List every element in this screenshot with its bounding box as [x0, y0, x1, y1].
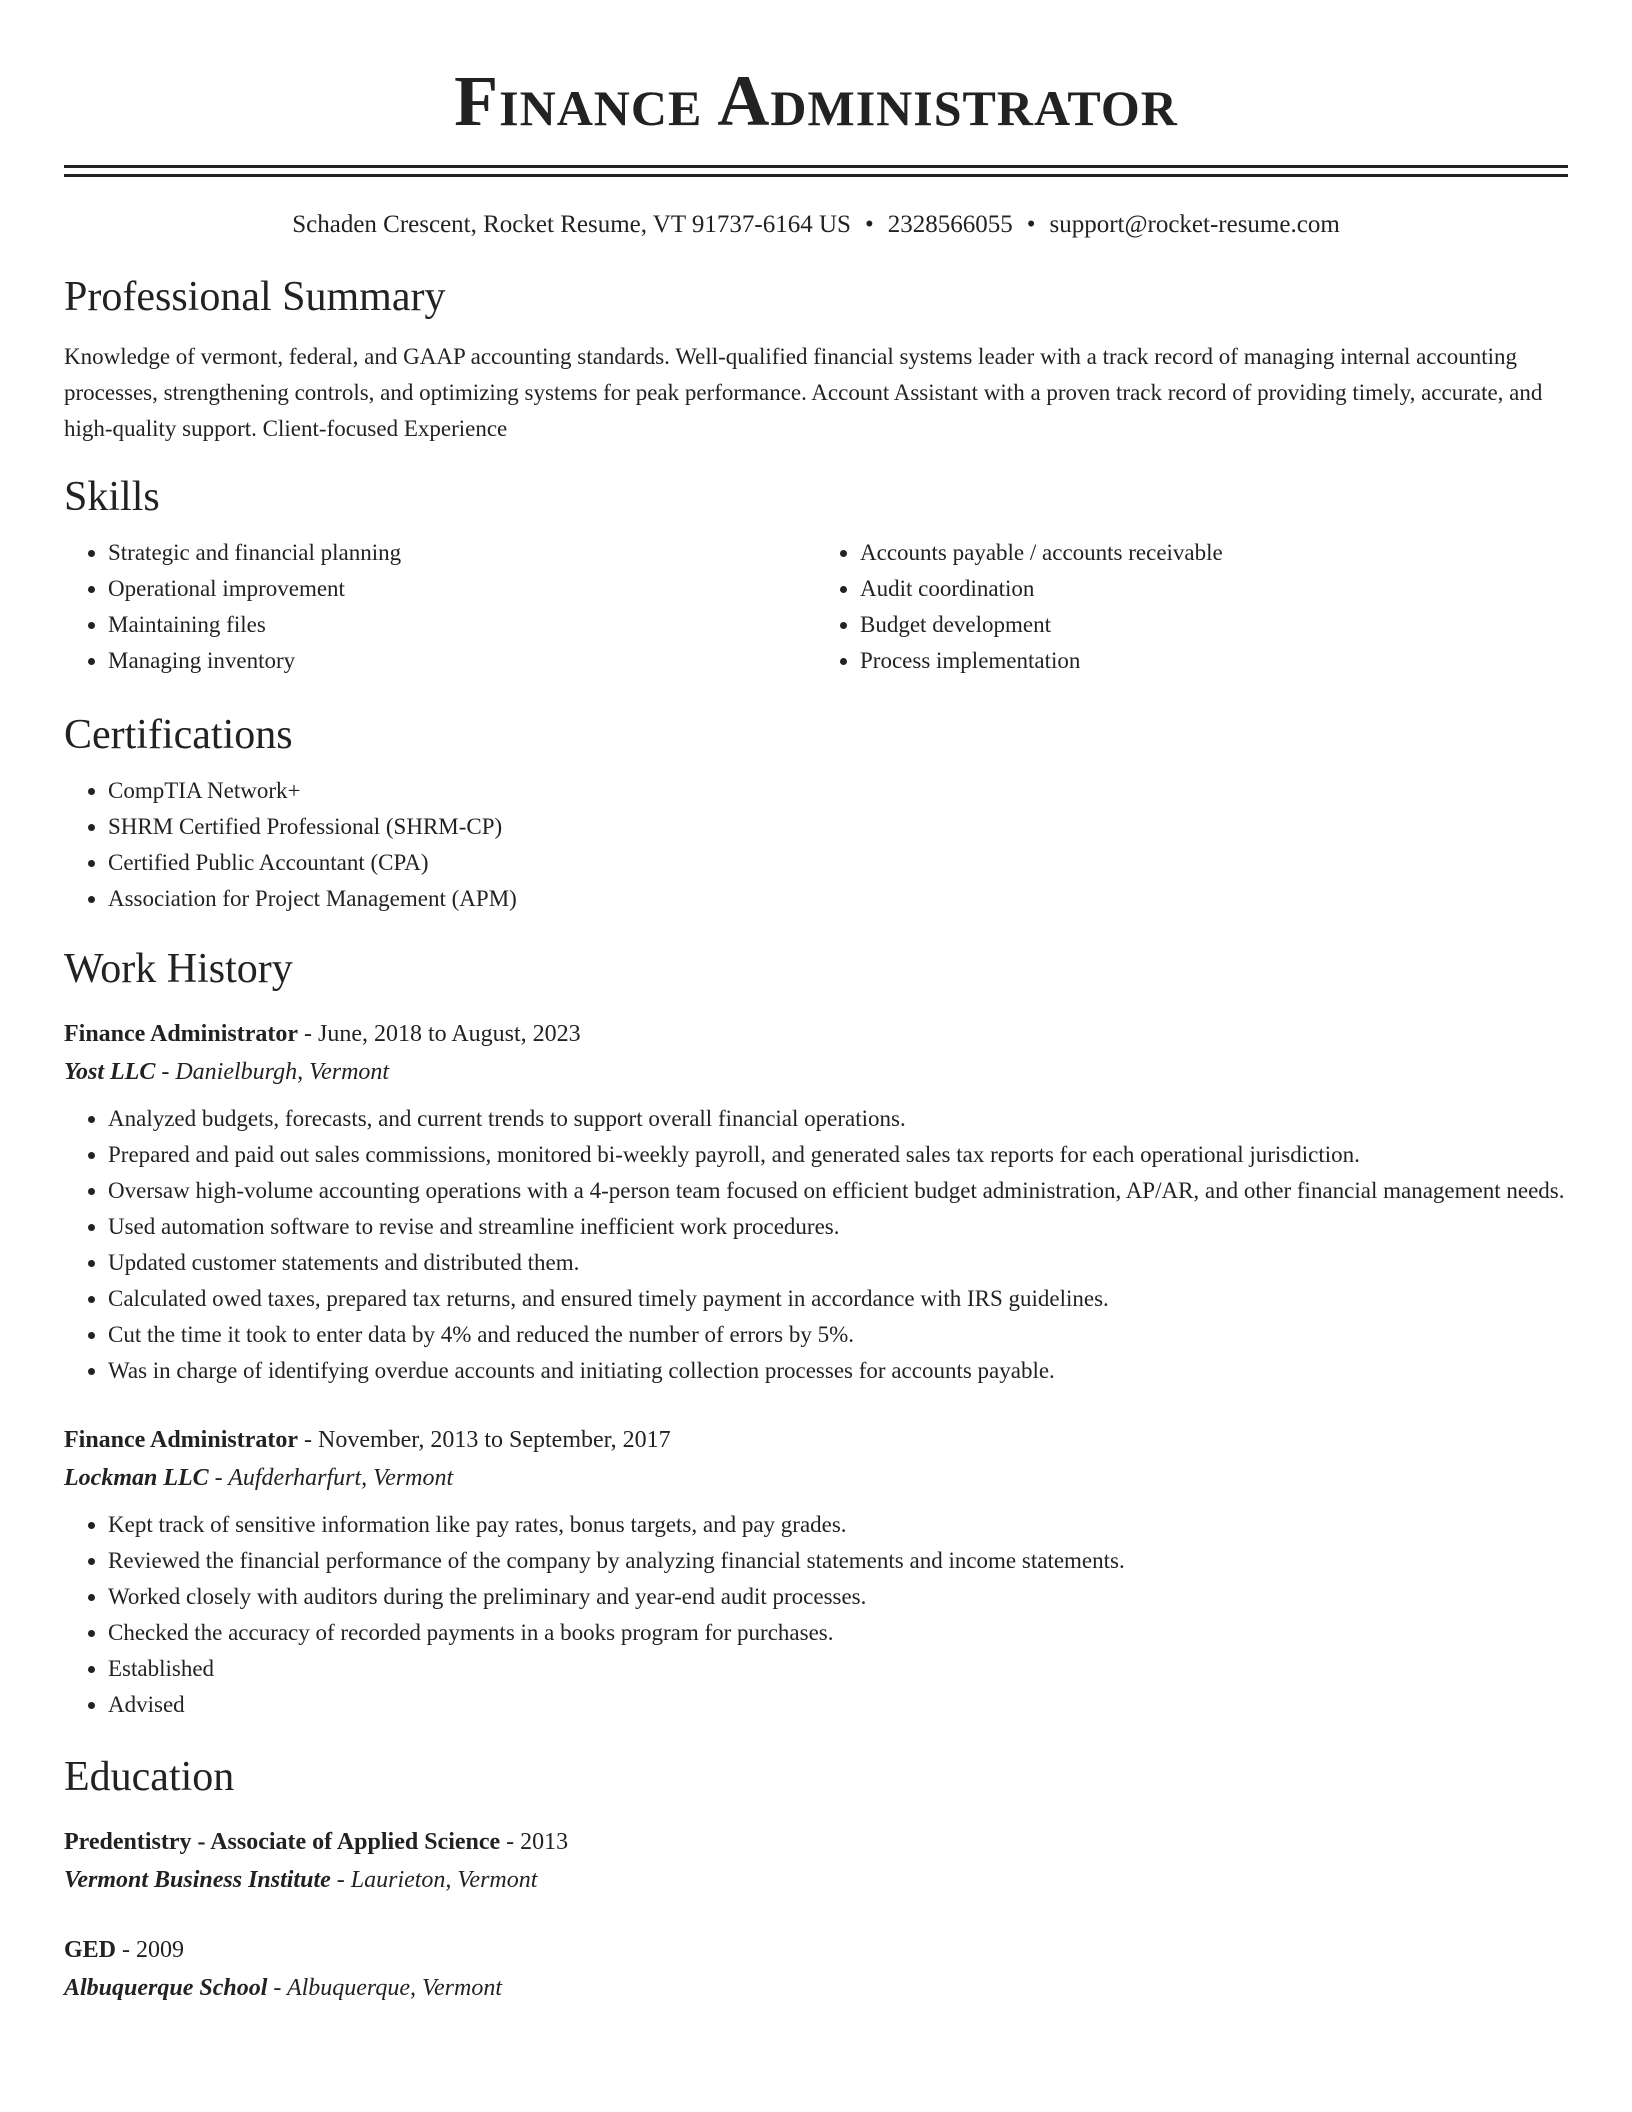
skill-item: • Process implementation [860, 643, 1568, 679]
job-bullets [64, 1507, 1568, 1723]
education-school: Vermont Business Institute [64, 1867, 331, 1893]
contact-email: support@rocket-resume.com [1049, 211, 1340, 238]
job-bullet: • Used automation software to revise and streamline inefficient work procedures. [108, 1209, 1568, 1245]
education-year: - 2009 [116, 1937, 185, 1963]
certifications-list [64, 773, 1568, 917]
education-degree: Predentistry - Associate of Applied Science [64, 1829, 501, 1855]
job-company: Lockman LLC [64, 1465, 209, 1491]
contact-separator: • [864, 211, 874, 238]
certification-item: • Association for Project Management (APM) [108, 881, 1568, 917]
education-degree-line [64, 1931, 1568, 1969]
job-bullet: • Updated customer statements and distributed them. [108, 1245, 1568, 1281]
job-bullet: • Was in charge of identifying overdue accounts and initiating collection processes for accounts payable. [108, 1353, 1568, 1389]
summary-heading: Professional Summary [64, 274, 446, 320]
job-bullet: • Prepared and paid out sales commissions, monitored bi-weekly payroll, and generated sales tax reports for each operational jurisdiction. [108, 1137, 1568, 1173]
education-heading: Education [64, 1754, 235, 1800]
skills-list [64, 535, 1568, 679]
job-bullet: • Cut the time it took to enter data by 4% and reduced the number of errors by 5%. [108, 1317, 1568, 1353]
education-location: - Albuquerque, Vermont [267, 1975, 503, 2001]
job-title: Finance Administrator [64, 1427, 298, 1453]
education-year: - 2013 [500, 1829, 569, 1855]
job-entry [64, 1421, 1568, 1723]
job-bullet: • Established [108, 1651, 1568, 1687]
education-degree-line [64, 1823, 1568, 1861]
skills-column-right [816, 535, 1568, 679]
education-school-line [64, 1969, 1568, 2007]
summary-text: Knowledge of vermont, federal, and GAAP accounting standards. Well-qualified financial systems leader with a track record of managing internal accounting processes, strengthening controls, and optimizing systems for peak performance. Account Assistant with a proven track record of providing timely, accurate, and high-quality support. Client-focused Experience [64, 344, 1543, 441]
job-location: - Danielburgh, Vermont [155, 1059, 390, 1085]
certification-item: • SHRM Certified Professional (SHRM-CP) [108, 809, 1568, 845]
skill-item: • Maintaining files [108, 607, 816, 643]
certification-item: • Certified Public Accountant (CPA) [108, 845, 1568, 881]
job-title-line [64, 1421, 1568, 1459]
skill-item: • Operational improvement [108, 571, 816, 607]
job-bullets [64, 1101, 1568, 1389]
job-bullet: • Analyzed budgets, forecasts, and current trends to support overall financial operations. [108, 1101, 1568, 1137]
skill-item: • Budget development [860, 607, 1568, 643]
job-bullet: • Calculated owed taxes, prepared tax returns, and ensured timely payment in accordance with IRS guidelines. [108, 1281, 1568, 1317]
job-company-line [64, 1053, 1568, 1091]
resume-page [64, 0, 1568, 2007]
job-entry [64, 1015, 1568, 1389]
job-bullet: • Oversaw high-volume accounting operations with a 4-person team focused on efficient budget administration, AP/AR, and other financial management needs. [108, 1173, 1568, 1209]
work-history-heading: Work History [64, 946, 293, 992]
job-title-line [64, 1015, 1568, 1053]
job-dates: - June, 2018 to August, 2023 [298, 1021, 581, 1047]
job-bullet: • Worked closely with auditors during the preliminary and year-end audit processes. [108, 1579, 1568, 1615]
skills-heading: Skills [64, 474, 160, 520]
job-bullet: • Reviewed the financial performance of the company by analyzing financial statements and income statements. [108, 1543, 1568, 1579]
contact-phone: 2328566055 [887, 211, 1013, 238]
contact-separator: • [1026, 211, 1036, 238]
education-school: Albuquerque School [64, 1975, 268, 2001]
job-dates: - November, 2013 to September, 2017 [298, 1427, 671, 1453]
header-divider-bottom [64, 174, 1568, 177]
job-company-line [64, 1459, 1568, 1497]
job-title: Finance Administrator [64, 1021, 298, 1047]
skill-item: • Accounts payable / accounts receivable [860, 535, 1568, 571]
education-entry [64, 1931, 1568, 2007]
education-degree: GED [64, 1937, 117, 1963]
certification-item: • CompTIA Network+ [108, 773, 1568, 809]
header-divider-top [64, 165, 1568, 168]
job-location: - Aufderharfurt, Vermont [208, 1465, 454, 1491]
resume-name: Finance Administrator [454, 61, 1178, 141]
education-entry [64, 1823, 1568, 1899]
job-bullet: • Checked the accuracy of recorded payments in a books program for purchases. [108, 1615, 1568, 1651]
contact-address: Schaden Crescent, Rocket Resume, VT 91737-6164 US [292, 211, 851, 238]
job-bullet: • Advised [108, 1687, 1568, 1723]
education-school-line [64, 1861, 1568, 1899]
certifications-heading: Certifications [64, 712, 293, 758]
skill-item: • Audit coordination [860, 571, 1568, 607]
skills-column-left [64, 535, 816, 679]
job-bullet: • Kept track of sensitive information like pay rates, bonus targets, and pay grades. [108, 1507, 1568, 1543]
skill-item: • Managing inventory [108, 643, 816, 679]
job-company: Yost LLC [64, 1059, 156, 1085]
education-location: - Laurieton, Vermont [330, 1867, 538, 1893]
skill-item: • Strategic and financial planning [108, 535, 816, 571]
contact-line [64, 209, 1568, 241]
